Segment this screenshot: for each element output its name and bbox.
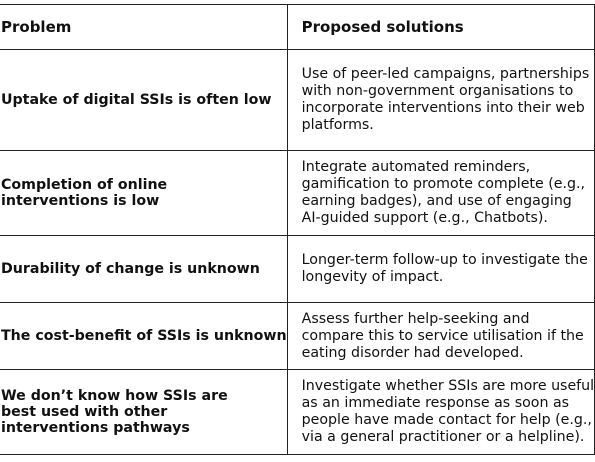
solution-cell: [287, 236, 595, 303]
solution-text: Investigate whether SSIs are more useful: [301, 378, 595, 394]
problem-column-header: Problem: [0, 5, 287, 50]
solution-text: Integrate automated reminders,: [301, 159, 531, 175]
problem-text: interventions is low: [1, 193, 160, 209]
table-row: [0, 151, 595, 236]
problem-text: interventions pathways: [1, 420, 190, 436]
solution-text: gamification to promote complete (e.g.,: [301, 176, 586, 192]
problem-cell: [0, 303, 287, 370]
solution-text: platforms.: [301, 117, 374, 133]
solution-cell: [287, 303, 595, 370]
solution-cell: [287, 370, 595, 455]
solutions-column-header: Proposed solutions: [287, 5, 595, 50]
solution-text: people have made contact for help (e.g.,: [301, 412, 592, 428]
problem-text: Completion of online: [1, 177, 168, 193]
solution-text: longevity of impact.: [301, 269, 444, 285]
solution-text: incorporate interventions into their web: [301, 100, 585, 116]
table-row: [0, 50, 595, 151]
solution-text: compare this to service utilisation if the: [301, 327, 584, 344]
table-row: [0, 236, 595, 303]
problem-cell: [0, 236, 287, 303]
solution-cell: [287, 50, 595, 151]
problem-text: Uptake of digital SSIs is often low: [1, 92, 272, 108]
solution-text: earning badges), and use of engaging: [301, 193, 572, 209]
solution-text: Assess further help-seeking and: [301, 310, 530, 327]
problem-text: We don’t know how SSIs are: [1, 388, 228, 404]
problems-solutions-table: [0, 4, 595, 455]
solution-text: with non-government organisations to: [301, 83, 574, 99]
problem-cell: [0, 370, 287, 455]
solution-text: via a general practitioner or a helpline).: [301, 429, 585, 445]
table-row: [0, 303, 595, 370]
solution-text: eating disorder had developed.: [301, 344, 524, 361]
problem-cell: [0, 50, 287, 151]
problem-text: The cost-benefit of SSIs is unknown: [1, 328, 287, 344]
solution-cell: [287, 151, 595, 236]
problem-cell: [0, 151, 287, 236]
solution-text: AI-guided support (e.g., Chatbots).: [301, 210, 548, 226]
solution-text: as an immediate response as soon as: [301, 395, 570, 411]
problem-text: best used with other: [1, 404, 168, 420]
problem-text: Durability of change is unknown: [1, 261, 260, 277]
table-row: [0, 370, 595, 455]
solution-text: Use of peer-led campaigns, partnerships: [301, 66, 590, 82]
header-row: [0, 5, 595, 50]
solution-text: Longer-term follow-up to investigate the: [301, 252, 588, 268]
